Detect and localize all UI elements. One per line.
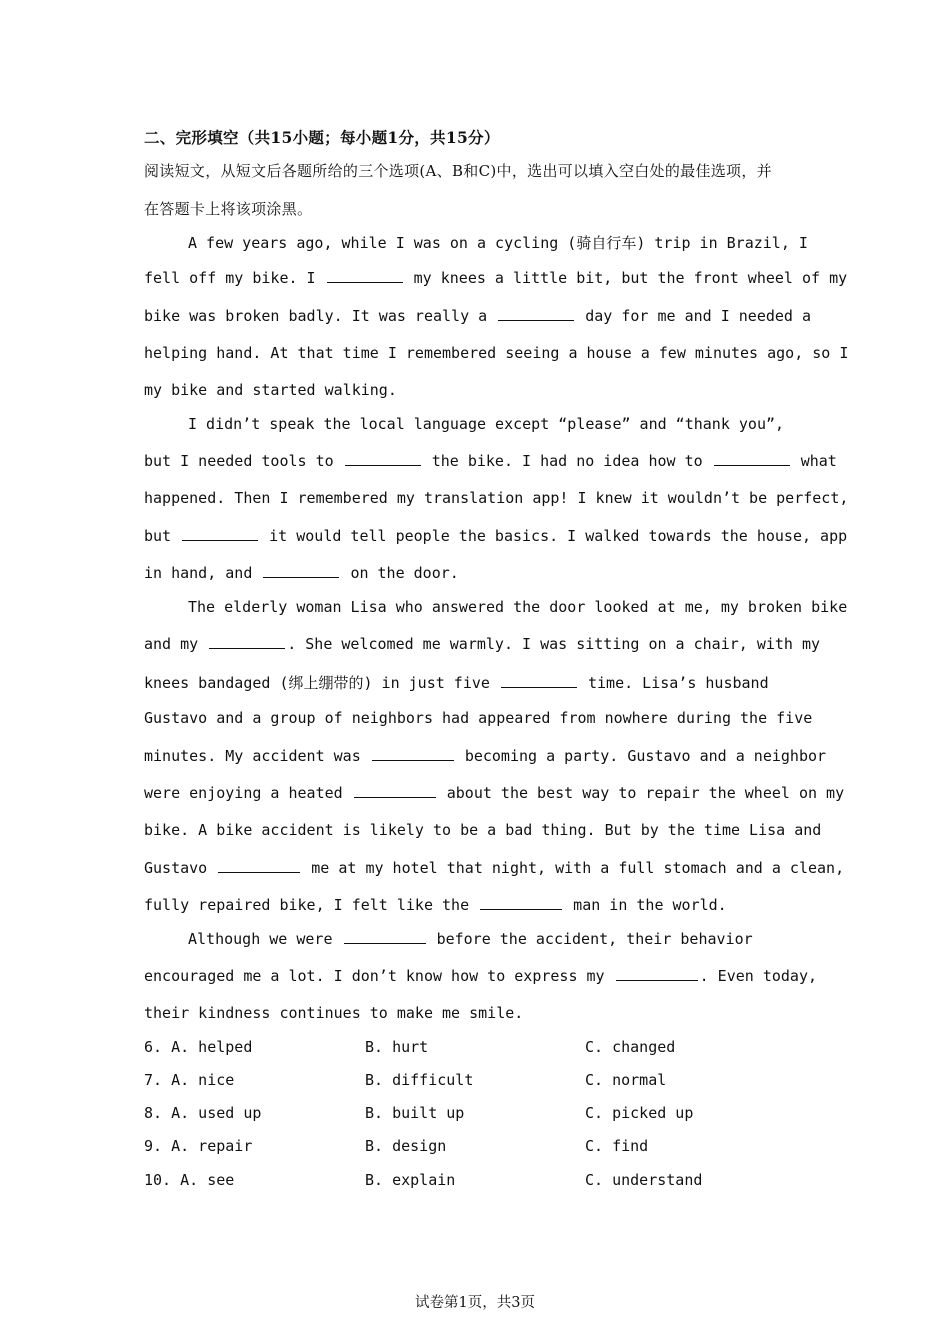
blank-14 [501, 676, 577, 688]
passage-line: were enjoying a heated about the best way to repair the wheel on my [144, 784, 845, 802]
passage-line: The elderly woman Lisa who answered the door looked at me, my broken bike [188, 598, 848, 616]
page-footer: 试卷第1页，共3页 [415, 1295, 535, 1311]
question-7-option-a: 7. A. nice [144, 1071, 235, 1089]
passage-line: my bike and started walking. [144, 381, 397, 399]
blank-12 [263, 566, 339, 578]
instruction-line-2: 在答题卡上将该项涂黑。 [144, 200, 313, 218]
question-10-option-c: C. understand [585, 1171, 703, 1189]
passage-line: Gustavo and a group of neighbors had appeared from nowhere during the five [144, 709, 813, 727]
blank-13 [209, 637, 285, 649]
blank-6 [327, 271, 403, 283]
passage-line: fully repaired bike, I felt like the man in the world. [144, 896, 727, 914]
passage-line: in hand, and on the door. [144, 564, 459, 582]
passage-line: knees bandaged (绑上绷带的) in just five time. Lisa’s husband [144, 674, 769, 692]
passage-line: I didn’t speak the local language except “please” and “thank you”, [188, 415, 785, 433]
passage-line: minutes. My accident was becoming a party. Gustavo and a neighbor [144, 747, 827, 765]
question-9-option-c: C. find [585, 1137, 649, 1155]
question-7-option-c: C. normal [585, 1071, 667, 1089]
passage-line: fell off my bike. I my knees a little bit, but the front wheel of my [144, 269, 848, 287]
passage-line: helping hand. At that time I remembered seeing a house a few minutes ago, so I [144, 344, 849, 362]
blank-7 [498, 309, 574, 321]
passage-line: Gustavo me at my hotel that night, with a full stomach and a clean, [144, 859, 845, 877]
passage-line: bike was broken badly. It was really a day for me and I needed a [144, 307, 812, 325]
question-9-option-b: B. design [365, 1137, 447, 1155]
question-6-option-a: 6. A. helped [144, 1038, 253, 1056]
question-6-option-b: B. hurt [365, 1038, 429, 1056]
blank-16 [354, 786, 436, 798]
passage-line: encouraged me a lot. I don’t know how to express my . Even today, [144, 967, 818, 985]
passage-line: but I needed tools to the bike. I had no idea how to what [144, 452, 837, 470]
blank-18 [480, 898, 562, 910]
question-7-option-b: B. difficult [365, 1071, 474, 1089]
blank-15 [372, 749, 454, 761]
passage-line: happened. Then I remembered my translation app! I knew it wouldn’t be perfect, [144, 489, 849, 507]
question-10-option-b: B. explain [365, 1171, 456, 1189]
passage-line: and my . She welcomed me warmly. I was sitting on a chair, with my [144, 635, 821, 653]
question-8-option-c: C. picked up [585, 1104, 694, 1122]
question-6-option-c: C. changed [585, 1038, 676, 1056]
blank-20 [616, 969, 698, 981]
passage-line: A few years ago, while I was on a cycling (骑自行车) trip in Brazil, I [188, 234, 808, 252]
question-8-option-b: B. built up [365, 1104, 465, 1122]
blank-9 [345, 454, 421, 466]
passage-line: Although we were before the accident, their behavior [188, 930, 753, 948]
instruction-line-1: 阅读短文，从短文后各题所给的三个选项(A、B和C)中，选出可以填入空白处的最佳选项，并 [144, 162, 772, 180]
question-9-option-a: 9. A. repair [144, 1137, 253, 1155]
passage-line: bike. A bike accident is likely to be a bad thing. But by the time Lisa and [144, 821, 822, 839]
blank-17 [218, 861, 300, 873]
question-8-option-a: 8. A. used up [144, 1104, 262, 1122]
blank-19 [344, 932, 426, 944]
question-10-option-a: 10. A. see [144, 1171, 235, 1189]
section-heading: 二、完形填空（共15小题；每小题1分，共15分） [144, 128, 500, 147]
passage-line: but it would tell people the basics. I walked towards the house, app [144, 527, 848, 545]
passage-line: their kindness continues to make me smile. [144, 1004, 524, 1022]
blank-11 [182, 529, 258, 541]
blank-10 [714, 454, 790, 466]
